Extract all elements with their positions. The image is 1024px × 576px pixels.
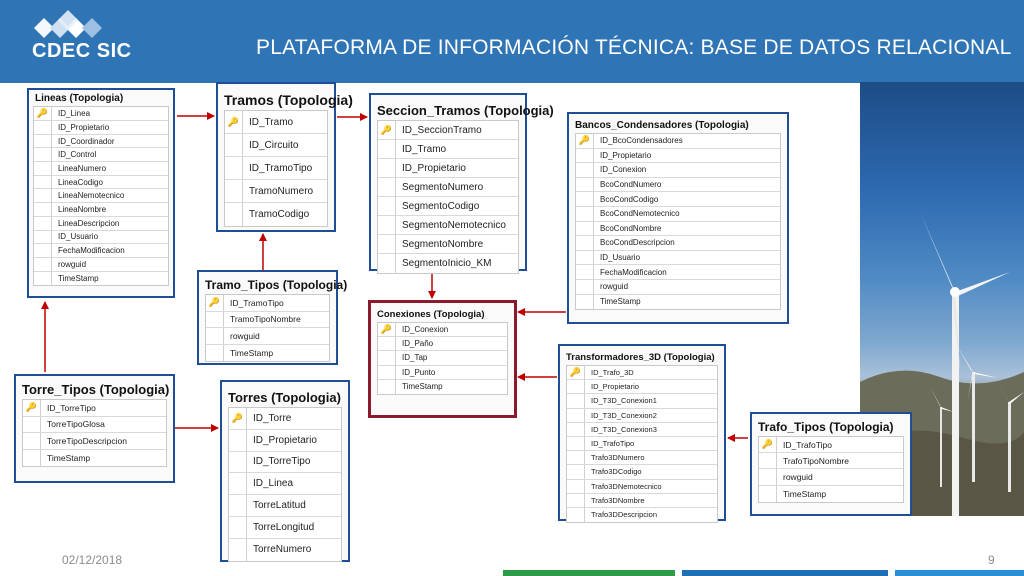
table-row: TimeStamp (34, 272, 168, 286)
table-row: TorreTipoDescripcion (23, 433, 166, 450)
table-row: TimeStamp (576, 295, 780, 310)
table-row: ID_Tramo (378, 140, 518, 159)
table-row: TorreLatitud (229, 495, 341, 517)
table-title: Bancos_Condensadores (Topologia) (575, 120, 749, 131)
table-row: FechaModificacion (576, 265, 780, 280)
table-title: Transformadores_3D (Topologia) (566, 352, 715, 363)
table-title: Torre_Tipos (Topologia) (22, 382, 170, 397)
table-row: SegmentoNombre (378, 235, 518, 254)
table-seccion-tramos[interactable] (369, 93, 554, 271)
table-conexiones[interactable] (368, 300, 517, 418)
table-row: LineaNumero (34, 162, 168, 176)
table-title: Trafo_Tipos (Topologia) (758, 420, 894, 434)
table-row: ID_Usuario (34, 231, 168, 245)
table-row: TorreLongitud (229, 517, 341, 539)
table-row: 🔑 ID_TramoTipo (206, 295, 329, 312)
table-title: Lineas (Topologia) (35, 93, 124, 104)
table-row: LineaCodigo (34, 176, 168, 190)
table-row: SegmentoNumero (378, 178, 518, 197)
table-row: ID_T3D_Conexion2 (567, 409, 717, 423)
table-row: ID_Usuario (576, 251, 780, 266)
key-icon: 🔑 (569, 367, 582, 378)
table-row: 🔑 ID_Conexion (378, 323, 507, 337)
logo-text: CDEC SIC (32, 40, 132, 62)
key-icon: 🔑 (208, 297, 221, 308)
table-row: ID_Propietario (378, 159, 518, 178)
table-row: Trafo3DNumero (567, 451, 717, 465)
table-row: LineaNombre (34, 203, 168, 217)
table-row: ID_Conexion (576, 163, 780, 178)
table-title: Tramos (Topologia) (224, 92, 353, 108)
table-row: Trafo3DDescripcion (567, 508, 717, 522)
table-row: 🔑 ID_Torre (229, 408, 341, 430)
table-torres[interactable] (220, 380, 350, 562)
slide-title: PLATAFORMA DE INFORMACIÓN TÉCNICA: BASE DE DATOS RELACIONAL (256, 36, 1012, 59)
page-number: 9 (988, 553, 995, 567)
table-row: BcoCondNombre (576, 222, 780, 237)
table-row: ID_Punto (378, 366, 507, 380)
table-title: Conexiones (Topologia) (377, 309, 485, 320)
table-lineas[interactable] (27, 88, 175, 298)
table-row: ID_TorreTipo (229, 452, 341, 474)
table-row: 🔑 ID_Trafo_3D (567, 366, 717, 380)
table-row: rowguid (34, 258, 168, 272)
table-row: ID_Propietario (229, 430, 341, 452)
table-row: ID_Coordinador (34, 135, 168, 149)
slide-date: 02/12/2018 (62, 553, 123, 567)
table-row: BcoCondNumero (576, 178, 780, 193)
table-row: TimeStamp (23, 450, 166, 467)
key-icon: 🔑 (380, 124, 393, 135)
table-row: 🔑 ID_TorreTipo (23, 400, 166, 417)
table-row: ID_Propietario (34, 121, 168, 135)
table-row: ID_Linea (229, 473, 341, 495)
footer-bar-blue (682, 570, 888, 576)
table-title: Tramo_Tipos (Topologia) (205, 278, 348, 292)
table-row: ID_Circuito (225, 134, 327, 157)
table-row: 🔑 ID_Linea (34, 107, 168, 121)
table-row: BcoCondDescripcion (576, 236, 780, 251)
table-row: TrafoTipoNombre (759, 453, 903, 469)
table-row: 🔑 ID_Tramo (225, 111, 327, 134)
table-row: ID_T3D_Conexion3 (567, 423, 717, 437)
table-row: ID_TramoTipo (225, 157, 327, 180)
table-row: rowguid (759, 469, 903, 485)
table-transformadores-3d[interactable] (558, 344, 726, 521)
footer-bar-green (503, 570, 675, 576)
table-row: FechaModificacion (34, 244, 168, 258)
table-row: Trafo3DCodigo (567, 465, 717, 479)
table-row: LineaNemotecnico (34, 189, 168, 203)
table-title: Torres (Topologia) (228, 390, 341, 405)
key-icon: 🔑 (578, 135, 591, 146)
table-row: 🔑 ID_TrafoTipo (759, 437, 903, 453)
table-row: TramoCodigo (225, 203, 327, 226)
table-row: Trafo3DNombre (567, 494, 717, 508)
table-row: ID_Tap (378, 351, 507, 365)
table-row: LineaDescripcion (34, 217, 168, 231)
table-row: ID_TrafoTipo (567, 437, 717, 451)
table-tramos[interactable] (216, 82, 353, 232)
table-row: 🔑 ID_SeccionTramo (378, 121, 518, 140)
table-bancos-condensadores[interactable] (567, 112, 789, 324)
table-row: BcoCondCodigo (576, 192, 780, 207)
table-row: BcoCondNemotecnico (576, 207, 780, 222)
table-tramo-tipos[interactable] (197, 270, 348, 365)
key-icon: 🔑 (380, 324, 393, 335)
table-row: TimeStamp (759, 486, 903, 502)
table-row: SegmentoCodigo (378, 197, 518, 216)
key-icon: 🔑 (761, 439, 774, 450)
table-row: rowguid (206, 328, 329, 345)
key-icon: 🔑 (25, 402, 38, 413)
table-row: 🔑 ID_BcoCondensadores (576, 134, 780, 149)
table-row: TramoTipoNombre (206, 312, 329, 329)
table-title: Seccion_Tramos (Topologia) (377, 103, 554, 118)
key-icon: 🔑 (231, 412, 244, 423)
table-torre-tipos[interactable] (14, 374, 175, 483)
table-row: TimeStamp (378, 380, 507, 394)
table-row: TorreTipoGlosa (23, 417, 166, 434)
table-trafo-tipos[interactable] (750, 412, 912, 516)
table-row: TorreNumero (229, 539, 341, 561)
table-row: ID_Control (34, 148, 168, 162)
key-icon: 🔑 (36, 108, 49, 118)
table-row: TimeStamp (206, 345, 329, 362)
table-row: ID_T3D_Conexion1 (567, 394, 717, 408)
table-row: TramoNumero (225, 180, 327, 203)
table-row: ID_Propietario (576, 149, 780, 164)
footer-bar-lightblue (895, 570, 1024, 576)
key-icon: 🔑 (227, 116, 240, 127)
table-row: Trafo3DNemotecnico (567, 480, 717, 494)
table-row: rowguid (576, 280, 780, 295)
table-row: ID_Propietario (567, 380, 717, 394)
table-row: SegmentoNemotecnico (378, 216, 518, 235)
table-row: SegmentoInicio_KM (378, 254, 518, 273)
table-row: ID_Paño (378, 337, 507, 351)
